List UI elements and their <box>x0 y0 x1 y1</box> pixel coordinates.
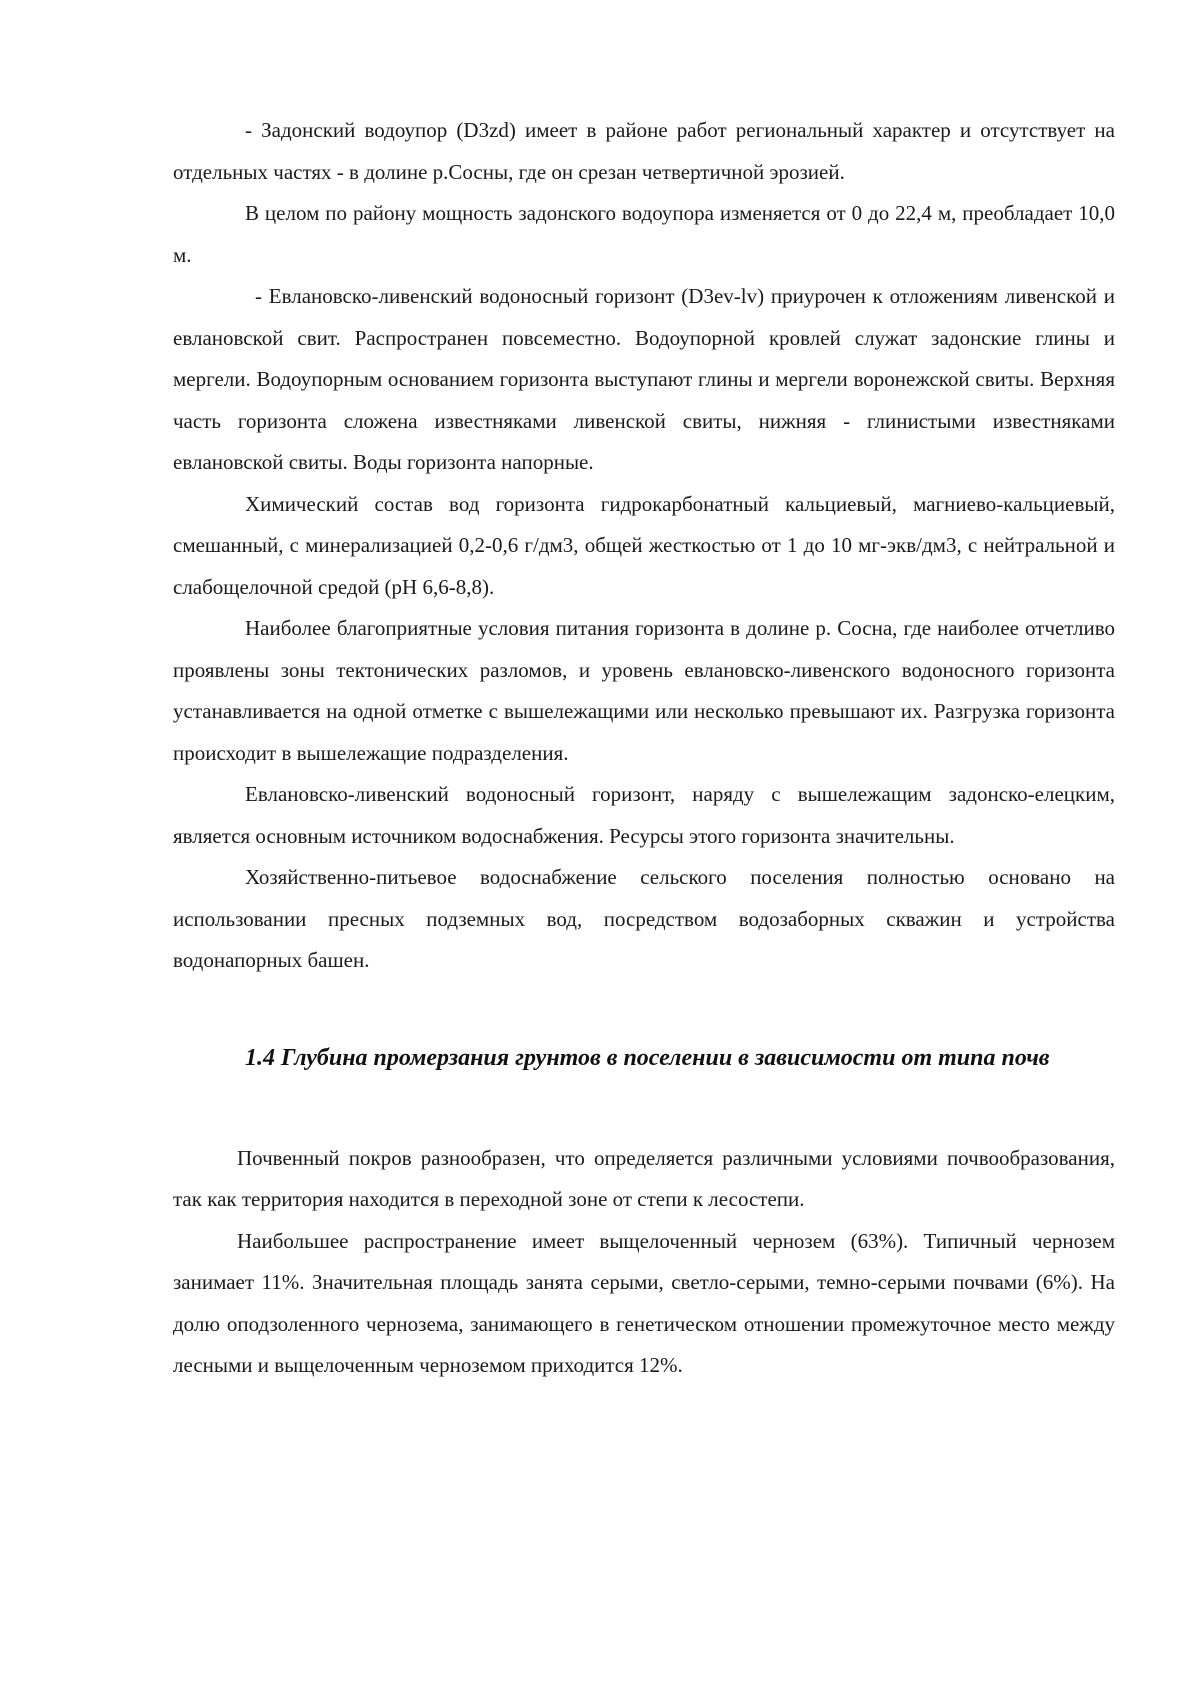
soil-section <box>173 1138 1115 1387</box>
paragraph-water-supply: Хозяйственно-питьевое водоснабжение сельского поселения полностью основано на использовании пресных подземных вод, посредством водозаборных скважин и устройства водонапорных башен. <box>173 865 1115 972</box>
document-body <box>173 110 1115 1387</box>
paragraph-aquitard-thickness: В целом по району мощность задонского водоупора изменяется от 0 до 22,4 м, преобладает 10,0 м. <box>173 201 1115 267</box>
paragraph-main-water-source: Евлановско-ливенский водоносный горизонт, наряду с вышележащим задонско-елецким, является основным источником водоснабжения. Ресурсы этого горизонта значительны. <box>173 782 1115 848</box>
paragraph-zadonsky-aquitard: - Задонский водоупор (D3zd) имеет в районе работ региональный характер и отсутствует на отдельных частях - в долине р.Сосны, где он срезан четвертичной эрозией. <box>173 118 1115 184</box>
paragraph-soil-distribution: Наибольшее распространение имеет выщелоченный чернозем (63%). Типичный чернозем занимает 11%. Значительная площадь занята серыми, светло-серыми, темно-серыми почвами (6%). На долю оподзоленного чернозема, занимающего в генетическом отношении промежуточное место между лесными и выщелоченным черноземом приходится 12%. <box>173 1228 1115 1377</box>
paragraph-recharge-conditions: Наиболее благоприятные условия питания горизонта в долине р. Сосна, где наиболее отчетливо проявлены зоны тектонических разломов, и уровень евлановско-ливенского водоносного горизонта устанавливается на одной отметке с вышележащими или несколько превышают их. Разгрузка горизонта происходит в вышележащие подразделения. <box>173 616 1115 765</box>
section-heading: 1.4 Глубина промерзания грунтов в поселении в зависимости от типа почв <box>245 1044 1050 1071</box>
paragraph-chemical-composition: Химический состав вод горизонта гидрокарбонатный кальциевый, магниево-кальциевый, смешанный, с минерализацией 0,2-0,6 г/дм3, общей жесткостью от 1 до 10 мг-экв/дм3, с нейтральной и слабощелочной средой (pH 6,6-8,8). <box>173 491 1115 599</box>
paragraph-evlanovsko-livensky-horizon: - Евлановско-ливенский водоносный горизонт (D3ev-lv) приурочен к отложениям ливенской и евлановской свит. Распространен повсеместно. Водоупорной кровлей служат задонские глины и мергели. Водоупорным основанием горизонта выступают глины и мергели воронежской свиты. Верхняя часть горизонта сложена известняками ливенской свиты, нижняя - глинистыми известняками евлановской свиты. Воды горизонта напорные. <box>173 284 1115 474</box>
section-heading-wrapper <box>173 1036 1115 1080</box>
paragraph-soil-cover: Почвенный покров разнообразен, что определяется различными условиями почвообразования, так как территория находится в переходной зоне от степи к лесостепи. <box>173 1145 1115 1211</box>
